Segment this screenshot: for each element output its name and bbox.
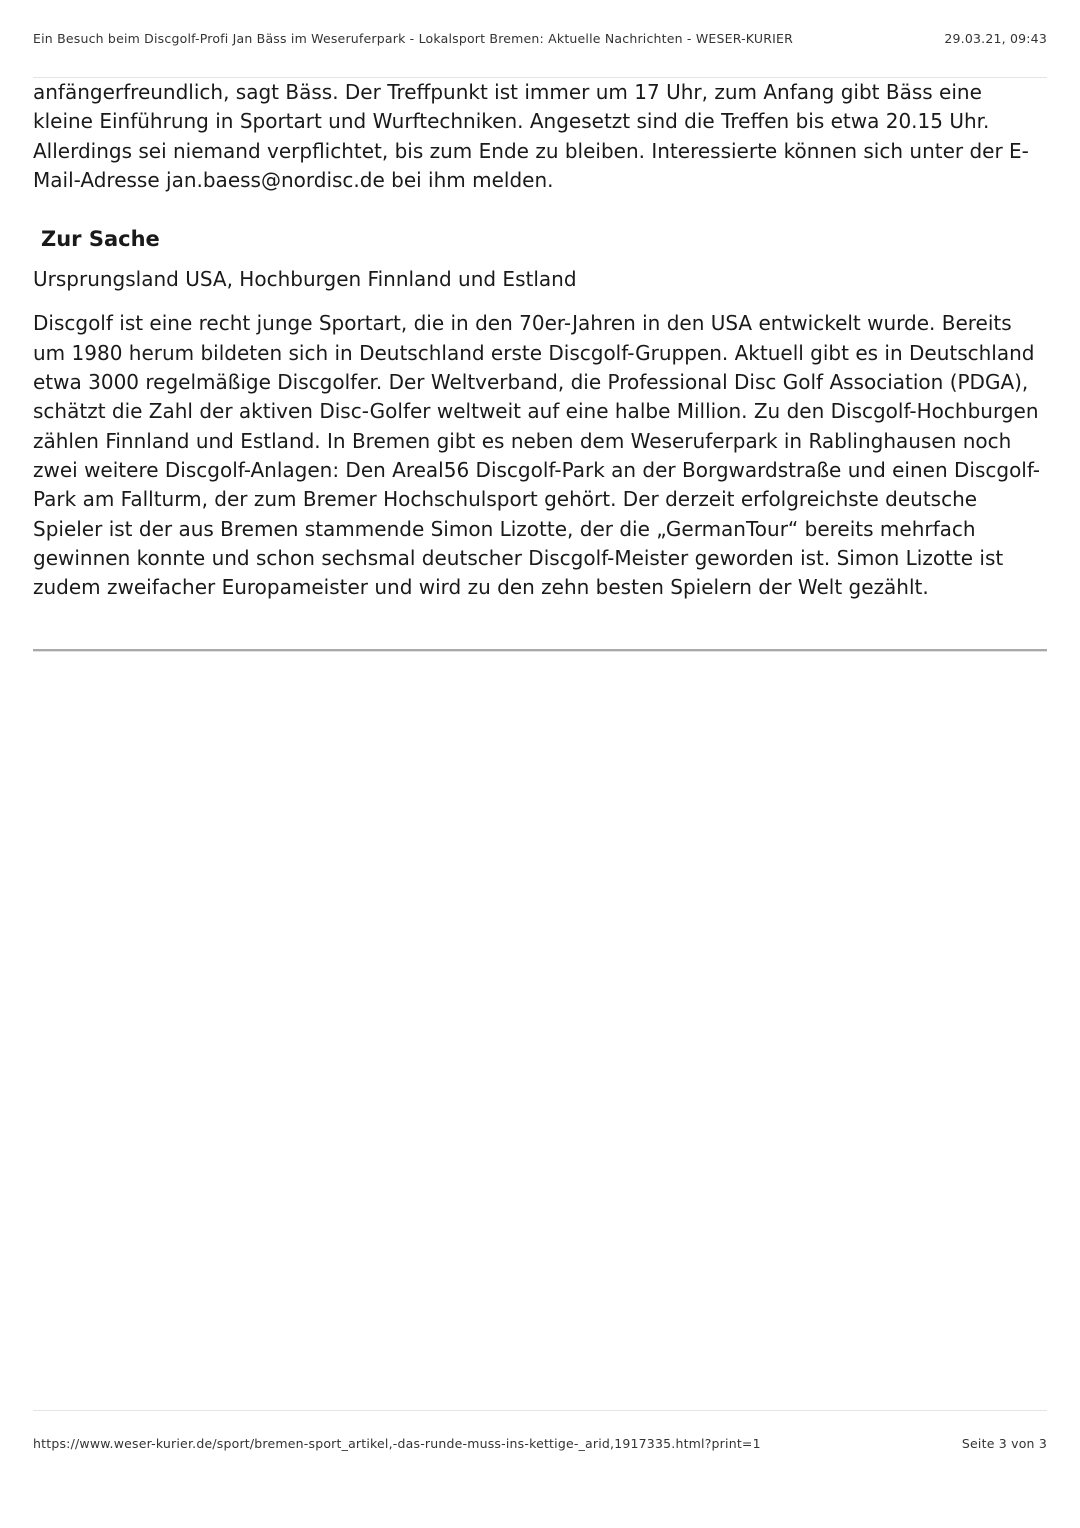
page-title: Ein Besuch beim Discgolf-Profi Jan Bäss im Weseruferpark - Lokalsport Bremen: Aktuelle Nachrichten - WESER-KURIER — [33, 31, 793, 46]
page-number: Seite 3 von 3 — [961, 1436, 1047, 1451]
section-subheading: Ursprungsland USA, Hochburgen Finnland und Estland — [33, 267, 577, 292]
print-footer — [33, 1436, 1047, 1454]
article-content — [33, 78, 1047, 602]
print-date: 29.03.21, 09:43 — [944, 31, 1047, 46]
page-url: https://www.weser-kurier.de/sport/bremen-sport_artikel,-das-runde-muss-ins-kettige-_arid,1917335.html?print=1 — [33, 1436, 761, 1451]
section-heading: Zur Sache — [41, 227, 160, 252]
article-paragraph: anfängerfreundlich, sagt Bäss. Der Treffpunkt ist immer um 17 Uhr, zum Anfang gibt Bäss eine kleine Einführung in Sportart und Wurftechniken. Angesetzt sind die Treffen bis etwa 20.15 Uhr. Allerdings sei niemand verpflichtet, bis zum Ende zu bleiben. Interessierte können sich unter der E-Mail-Adresse jan.baess@nordisc.de bei ihm melden. — [33, 80, 1029, 192]
print-header — [33, 31, 1047, 49]
article-paragraph: Discgolf ist eine recht junge Sportart, die in den 70er-Jahren in den USA entwickelt wurde. Bereits um 1980 herum bildeten sich in Deutschland erste Discgolf-Gruppen. Aktuell gibt es in Deutschland etwa 3000 regelmäßige Discgolfer. Der Weltverband, die Professional Disc Golf Association (PDGA), schätzt die Zahl der aktiven Disc-Golfer weltweit auf eine halbe Million. Zu den Discgolf-Hochburgen zählen Finnland und Estland. In Bremen gibt es neben dem Weseruferpark in Rablinghausen noch zwei weitere Discgolf-Anlagen: Den Areal56 Discgolf-Park an der Borgwardstraße und einen Discgolf-Park am Fallturm, der zum Bremer Hochschulsport gehört. Der derzeit erfolgreichste deutsche Spieler ist der aus Bremen stammende Simon Lizotte, der die „GermanTour“ bereits mehrfach gewinnen konnte und schon sechsmal deutscher Discgolf-Meister geworden ist. Simon Lizotte ist zudem zweifacher Europameister und wird zu den zehn besten Spielern der Welt gezählt. — [33, 311, 1041, 600]
footer-divider — [33, 1410, 1047, 1411]
article-end-divider — [33, 649, 1047, 652]
